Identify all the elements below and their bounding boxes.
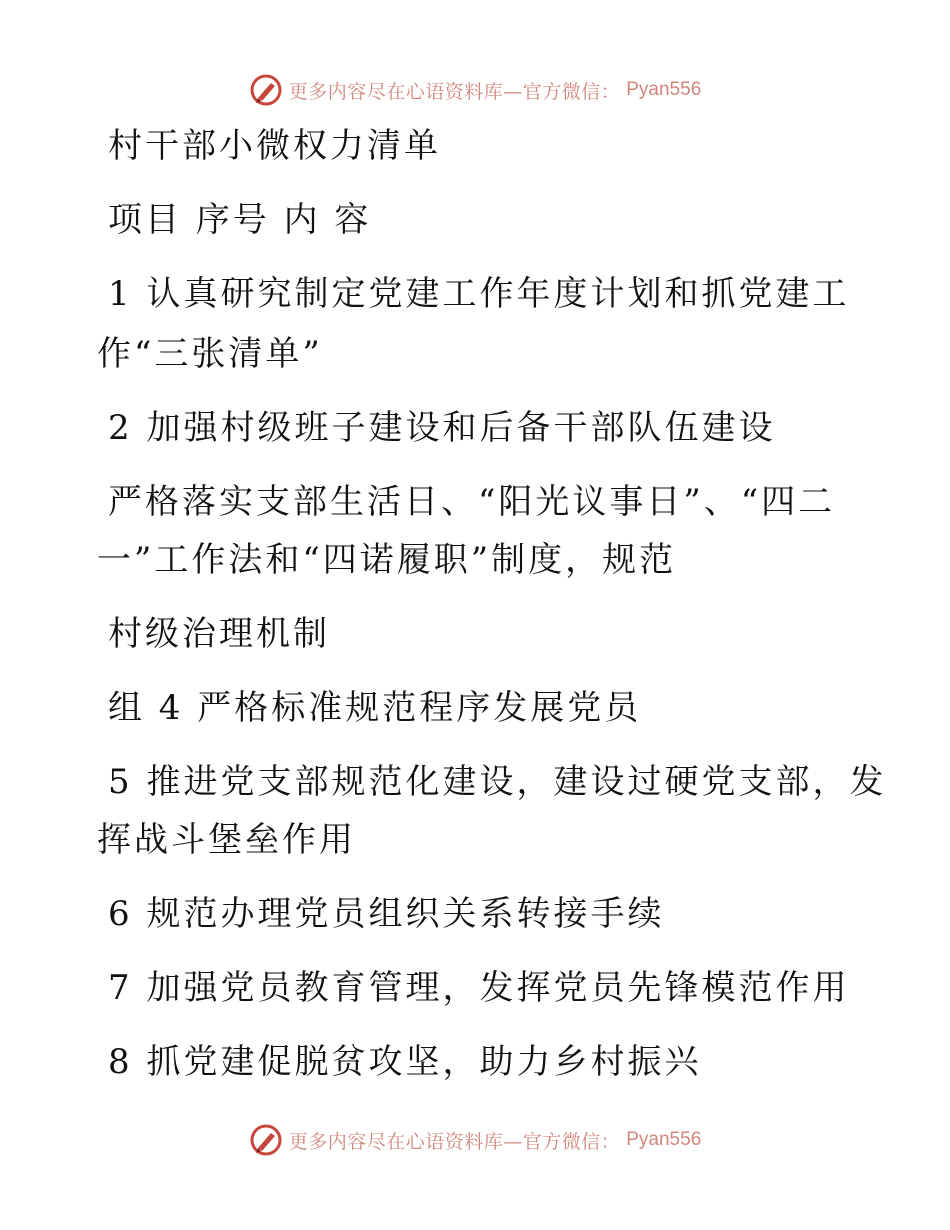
list-item-7: 7 加强党员教育管理，发挥党员先锋模范作用 — [108, 968, 850, 1008]
list-item-1-cont: 作“三张清单” — [97, 334, 323, 374]
list-item-4: 组 4 严格标准规范程序发展党员 — [108, 688, 642, 728]
pen-logo-icon — [249, 1123, 283, 1157]
watermark-wechat: Pyan556 — [626, 79, 702, 100]
watermark-top — [0, 70, 950, 110]
list-item-2: 2 加强村级班子建设和后备干部队伍建设 — [108, 408, 776, 448]
watermark-text: 更多内容尽在心语资料库—官方微信： — [288, 80, 621, 103]
watermark-text: 更多内容尽在心语资料库—官方微信： — [288, 1130, 621, 1153]
table-header: 项目 序号 内 容 — [108, 200, 372, 240]
list-item-3-cont2: 村级治理机制 — [108, 614, 330, 654]
list-item-8: 8 抓党建促脱贫攻坚，助力乡村振兴 — [108, 1042, 702, 1082]
list-item-5-cont: 挥战斗堡垒作用 — [97, 820, 356, 860]
watermark-wechat: Pyan556 — [626, 1129, 702, 1150]
list-item-6: 6 规范办理党员组织关系转接手续 — [108, 894, 665, 934]
document-title: 村干部小微权力清单 — [108, 126, 441, 166]
list-item-1: 1 认真研究制定党建工作年度计划和抓党建工 — [108, 274, 850, 314]
list-item-5: 5 推进党支部规范化建设，建设过硬党支部，发 — [108, 762, 887, 802]
list-item-3-cont: 一”工作法和“四诺履职”制度，规范 — [97, 540, 677, 580]
watermark-bottom — [0, 1120, 950, 1160]
pen-logo-icon — [249, 73, 283, 107]
list-item-3: 严格落实支部生活日、“阳光议事日”、“四二 — [108, 482, 836, 522]
